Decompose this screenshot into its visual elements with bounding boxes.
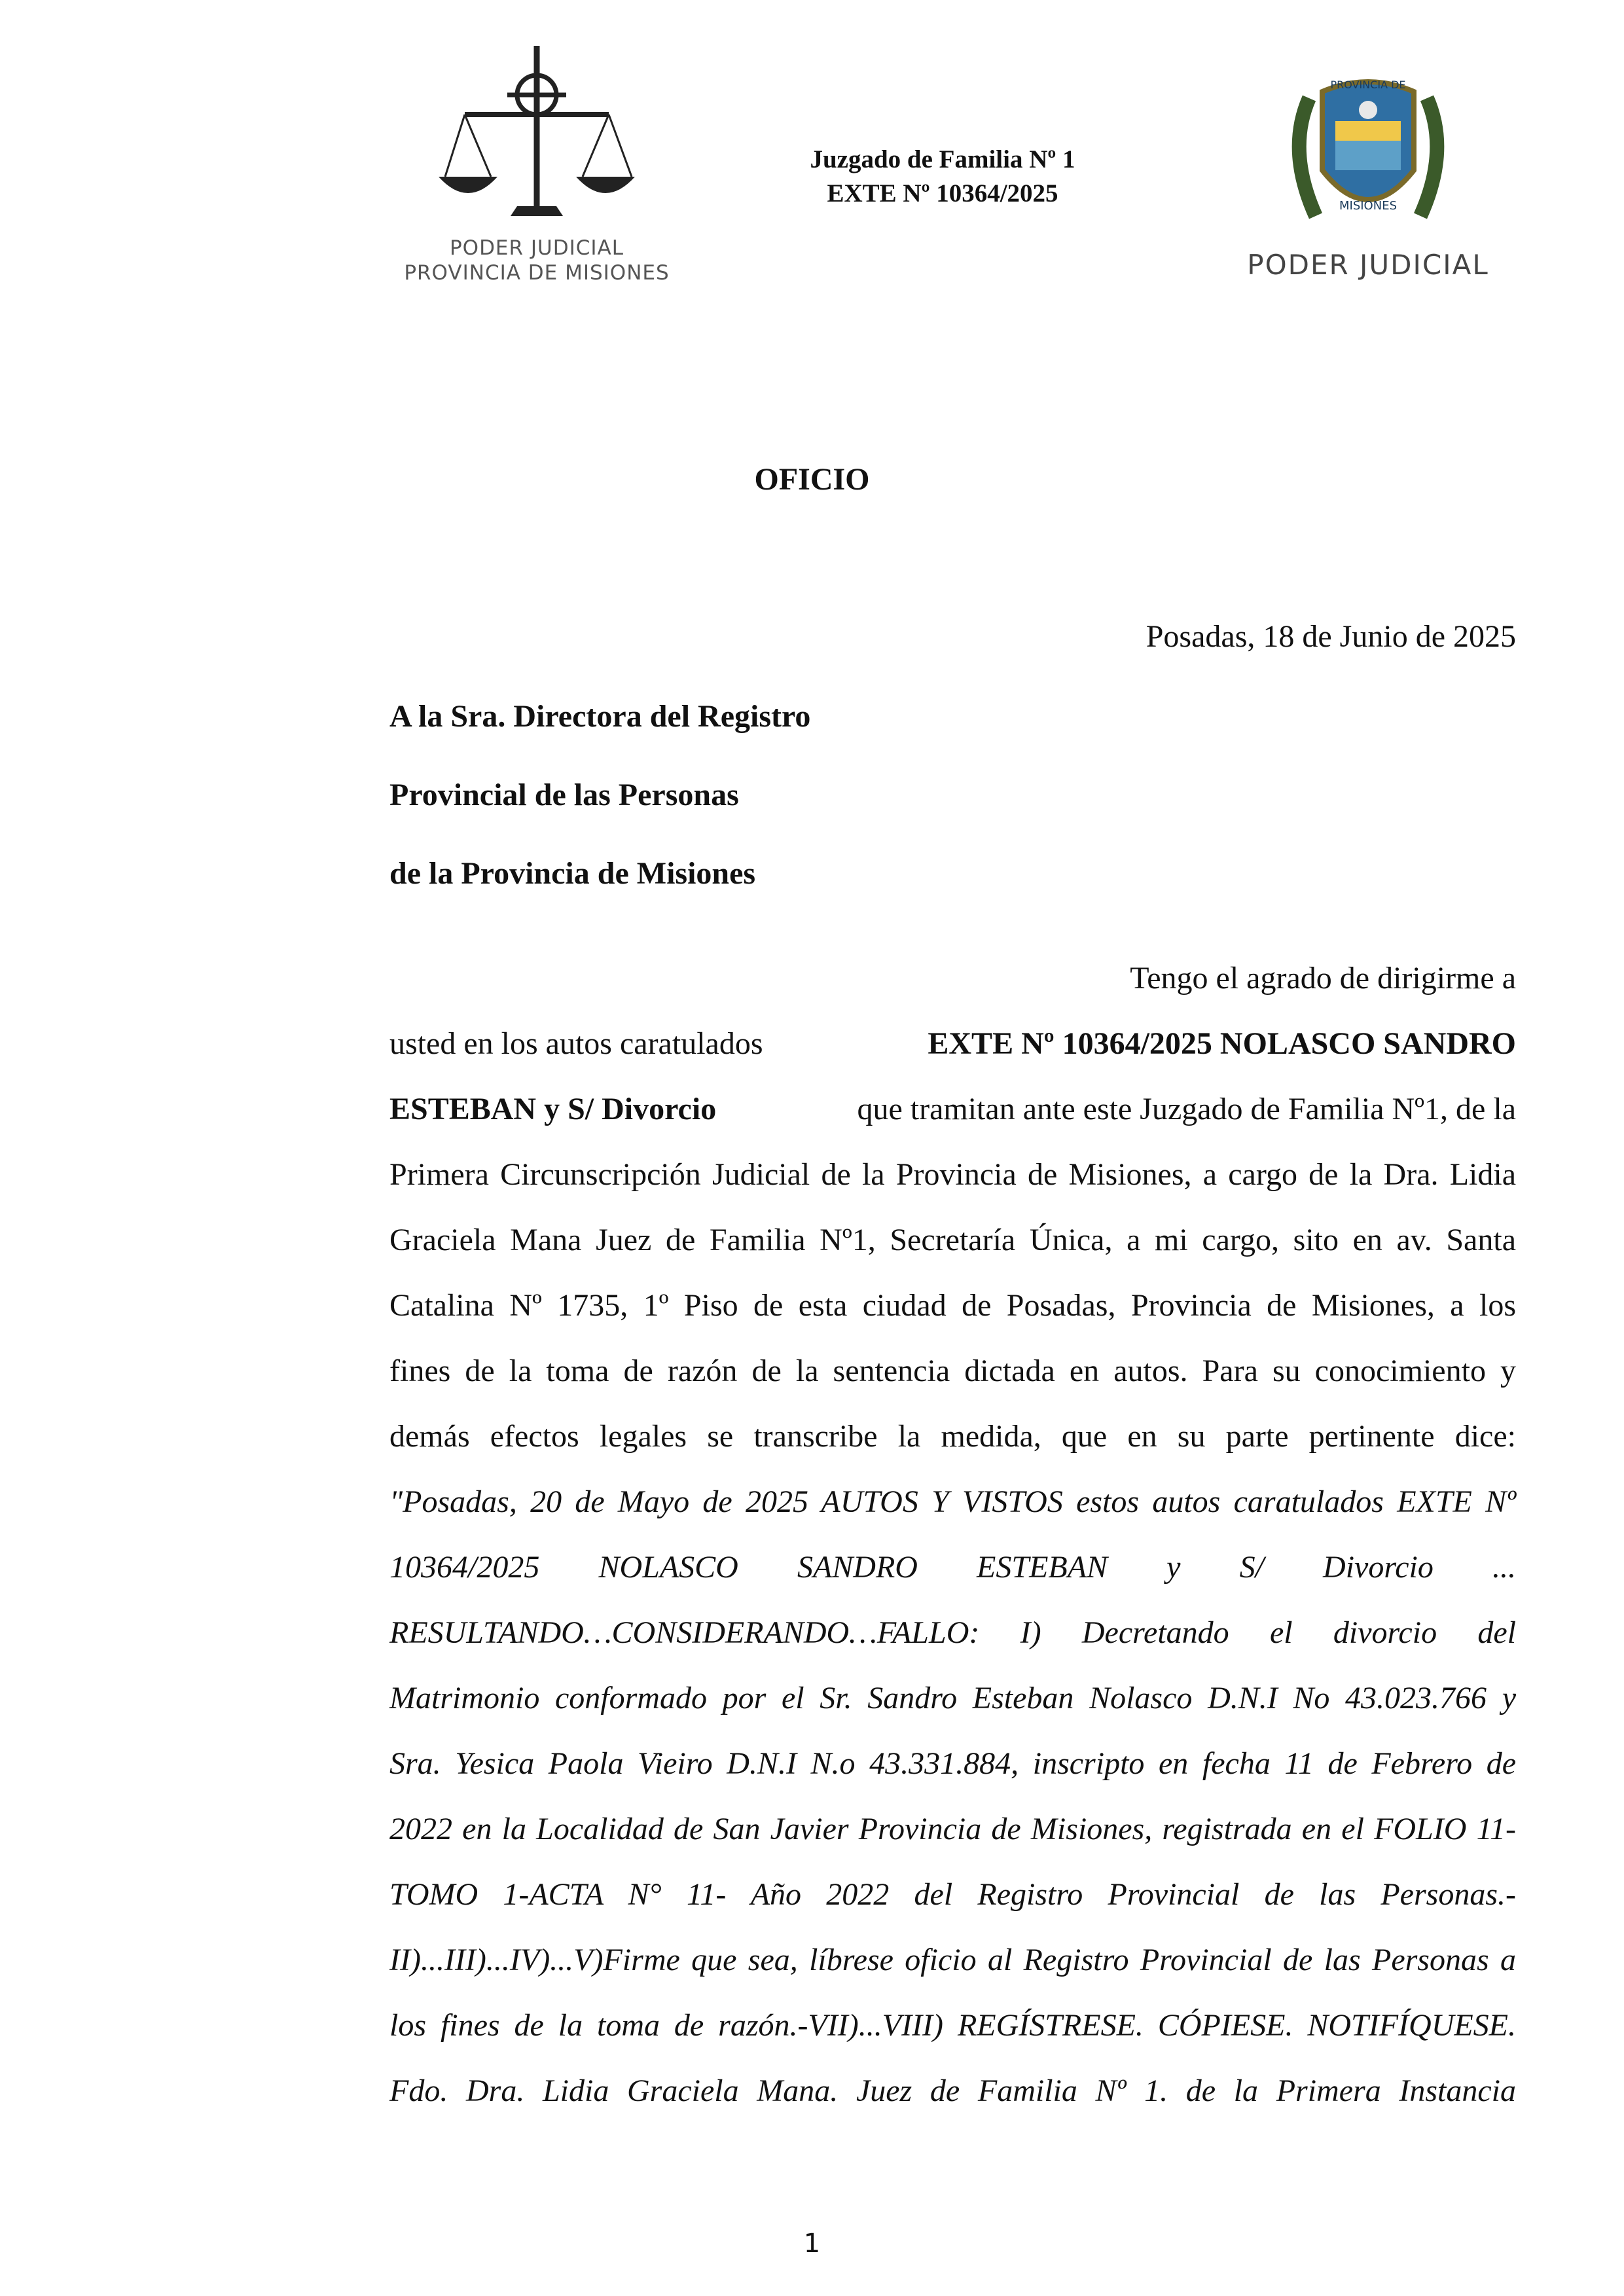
provincia-misiones-seal xyxy=(1231,59,1506,281)
addressee-line: A la Sra. Directora del Registro xyxy=(389,699,811,734)
quoted-text: RESULTANDO…CONSIDERANDO…FALLO: I) Decretando el divorcio del xyxy=(389,1615,1516,1650)
quoted-text: TOMO 1-ACTA N° 11- Año 2022 del Registro Provincial de las Personas.- xyxy=(389,1877,1516,1912)
body-line: Primera Circunscripción Judicial de la Provincia de Misiones, a cargo de la Dra. Lidia xyxy=(389,1157,1516,1192)
document-header xyxy=(759,143,1126,211)
quoted-text: II)...III)...IV)...V)Firme que sea, líbrese oficio al Registro Provincial de las Personas a xyxy=(389,1943,1516,1977)
quoted-line xyxy=(389,1993,1516,2058)
body-line: Graciela Mana Juez de Familia Nº1, Secretaría Única, a mi cargo, sito en av. Santa xyxy=(389,1223,1516,1257)
file-number: EXTE Nº 10364/2025 xyxy=(827,179,1058,207)
right-logo-caption: PODER JUDICIAL xyxy=(1247,249,1489,281)
left-logo-caption-line2: PROVINCIA DE MISIONES xyxy=(404,261,670,285)
body-text: que tramitan ante este Juzgado de Familia Nº1, de la xyxy=(857,1092,1516,1126)
quoted-text: Fdo. Dra. Lidia Graciela Mana. Juez de Familia Nº 1. de la Primera Instancia xyxy=(389,2073,1516,2108)
quoted-text: 2022 en la Localidad de San Javier Provincia de Misiones, registrada en el FOLIO 11- xyxy=(389,1812,1516,1846)
court-name: Juzgado de Familia Nº 1 xyxy=(810,145,1075,173)
quoted-text: Matrimonio conformado por el Sr. Sandro Esteban Nolasco D.N.I No 43.023.766 y xyxy=(389,1681,1516,1715)
addressee-line: Provincial de las Personas xyxy=(389,778,739,812)
quoted-line xyxy=(389,1469,1516,1535)
seal-text-bottom: MISIONES xyxy=(1339,199,1398,213)
page-number: 1 xyxy=(803,2229,821,2259)
addressee-block xyxy=(389,697,810,933)
quoted-line xyxy=(389,1600,1516,1666)
quoted-text: Sra. Yesica Paola Vieiro D.N.I N.o 43.331.884, inscripto en fecha 11 de Febrero de xyxy=(389,1746,1516,1781)
quoted-line xyxy=(389,1797,1516,1862)
provincia-de-misiones-seal-icon xyxy=(1283,59,1453,242)
body-line: fines de la toma de razón de la sentencia dictada en autos. Para su conocimiento y xyxy=(389,1354,1516,1388)
case-caption-bold: EXTE Nº 10364/2025 NOLASCO SANDRO xyxy=(928,1026,1516,1061)
left-logo-caption-line1: PODER JUDICIAL xyxy=(449,236,624,260)
body-line: Catalina Nº 1735, 1º Piso de esta ciudad de Posadas, Provincia de Misiones, a los xyxy=(389,1288,1516,1323)
quoted-line xyxy=(389,1731,1516,1797)
case-caption-bold: ESTEBAN y S/ Divorcio xyxy=(389,1092,717,1126)
seal-text-top: PROVINCIA DE xyxy=(1330,79,1406,91)
quoted-line xyxy=(389,1666,1516,1731)
body-line: Tengo el agrado de dirigirme a xyxy=(1130,961,1516,996)
quoted-line xyxy=(389,1862,1516,1928)
body-line xyxy=(389,1077,1516,1142)
addressee-line: de la Provincia de Misiones xyxy=(389,856,756,891)
document-title: OFICIO xyxy=(754,462,870,497)
quoted-line xyxy=(389,1928,1516,1993)
quoted-text: los fines de la toma de razón.-VII)...VIII) REGÍSTRESE. CÓPIESE. NOTIFÍQUESE. xyxy=(389,2008,1516,2043)
quoted-text: 10364/2025 NOLASCO SANDRO ESTEBAN y S/ Divorcio ... xyxy=(389,1550,1516,1585)
body-text: usted en los autos caratulados xyxy=(389,1026,763,1061)
quoted-text: "Posadas, 20 de Mayo de 2025 AUTOS Y VISTOS estos autos caratulados EXTE Nº xyxy=(389,1484,1516,1519)
scales-of-justice-icon xyxy=(439,39,635,229)
poder-judicial-logo xyxy=(399,39,674,288)
document-date: Posadas, 18 de Junio de 2025 xyxy=(1146,619,1516,654)
body-line: demás efectos legales se transcribe la medida, que en su parte pertinente dice: xyxy=(389,1419,1516,1454)
quoted-line xyxy=(389,1535,1516,1600)
body-line xyxy=(389,1011,1516,1077)
quoted-line xyxy=(389,2058,1516,2124)
document-body xyxy=(389,946,1516,2124)
